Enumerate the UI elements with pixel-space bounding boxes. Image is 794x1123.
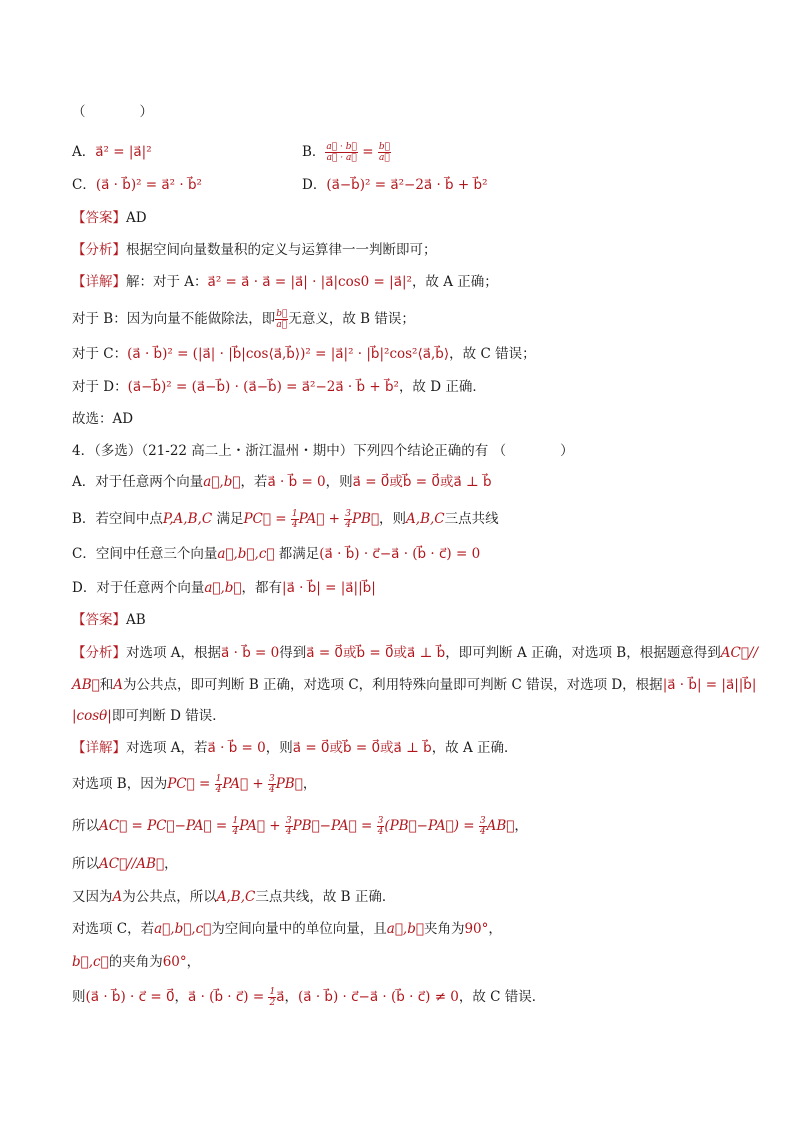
q3-detail-3: 对于 C：(a⃗ · b⃗)² = (|a⃗| · |b⃗|cos⟨a⃗,b⃗⟩)² = |a⃗|² · |b⃗|²cos²⟨a⃗,b⃗⟩，故 C 错误；: [72, 346, 536, 362]
q3-option-a[interactable]: A．a⃗² = |a⃗|²: [72, 144, 152, 160]
q3-analysis: 【分析】根据空间向量数量积的定义与运算律一一判断即可；: [72, 242, 437, 258]
q4-detail-6: 对选项 C，若a⃗,b⃗,c⃗为空间向量中的单位向量，且a⃗,b⃗夹角为90°，: [72, 921, 502, 937]
q4-detail-7: b⃗,c⃗的夹角为60°，: [72, 954, 201, 970]
q4-detail-4: 所以AC⃗//AB⃗，: [72, 856, 178, 872]
q4-option-d[interactable]: D．对于任意两个向量a⃗,b⃗，都有|a⃗ · b⃗| = |a⃗||b⃗|: [72, 580, 376, 596]
q4-detail-2: 对选项 B，因为PC⃗ = $\frac{1}{4}$ PA⃗ + $\frac{3}{4}$ PB⃗，: [72, 774, 317, 795]
q3-detail-2: 对于 B：因为向量不能做除法，即 $\frac{b⃗}{a⃗}$ 无意义，故 B 错误；: [72, 309, 415, 330]
q4-answer: 【答案】AB: [72, 612, 146, 628]
q3-detail-4: 对于 D：(a⃗−b⃗)² = (a⃗−b⃗) · (a⃗−b⃗) = a⃗²−2a⃗ · b⃗ + b⃗²，故 D 正确．: [72, 379, 486, 395]
q4-detail-5: 又因为A为公共点，所以A,B,C三点共线，故 B 正确．: [72, 889, 396, 905]
q4-detail-8: 则(a⃗ · b⃗) · c⃗ = 0⃗，a⃗ · (b⃗ · c⃗) = $\frac{1}{2}$ a⃗，(a⃗ · b⃗) · c⃗−a⃗ · (b⃗ · c⃗) ≠ 0，故 C 错误．: [72, 987, 546, 1008]
q4-stem: 4．（多选）（21-22 高二上・浙江温州・期中）下列四个结论正确的有 （ ）: [72, 443, 574, 459]
q3-option-b[interactable]: B． $\frac{a⃗ \cdot b⃗}{a⃗ \cdot a⃗}$ = $\frac{b⃗}{a⃗}$: [302, 142, 391, 163]
q4-analysis-1: 【分析】对选项 A，根据a⃗ · b⃗ = 0得到a⃗ = 0⃗或b⃗ = 0⃗或a⃗ ⊥ b⃗，即可判断 A 正确，对选项 B，根据题意得到AC⃗//: [72, 645, 759, 661]
q3-detail-1: 【详解】解：对于 A：a⃗² = a⃗ · a⃗ = |a⃗| · |a⃗|cos0 = |a⃗|²，故 A 正确；: [72, 274, 498, 290]
q3-options-row2: [72, 175, 734, 195]
q4-detail-3: 所以AC⃗ = PC⃗−PA⃗ = $\frac{1}{4}$ PA⃗ + $\frac{3}{4}$ PB⃗−PA⃗ = $\frac{3}{4}$ (PB⃗−PA⃗) = $\frac{3}{4}$ AB⃗，: [72, 816, 528, 837]
q3-option-c[interactable]: C．(a⃗ · b⃗)² = a⃗² · b⃗²: [72, 177, 202, 193]
q4-option-b[interactable]: B．若空间中点P,A,B,C 满足PC⃗ = $\frac{1}{4}$ PA⃗ + $\frac{3}{4}$ PB⃗，则A,B,C三点共线: [72, 509, 499, 530]
q3-option-d[interactable]: D．(a⃗−b⃗)² = a⃗²−2a⃗ · b⃗ + b⃗²: [302, 177, 488, 193]
q4-detail-1: 【详解】对选项 A，若a⃗ · b⃗ = 0，则a⃗ = 0⃗或b⃗ = 0⃗或a⃗ ⊥ b⃗，故 A 正确．: [72, 740, 518, 756]
q3-paren: （ ）: [72, 104, 153, 120]
q4-option-a[interactable]: A．对于任意两个向量a⃗,b⃗，若a⃗ · b⃗ = 0，则a⃗ = 0⃗或b⃗ = 0⃗或a⃗ ⊥ b⃗: [72, 474, 492, 490]
q3-options-row1: [72, 142, 734, 162]
q4-analysis-2: AB⃗和A为公共点，即可判断 B 正确，对选项 C，利用特殊向量即可判断 C 错误，对选项 D，根据|a⃗ · b⃗| = |a⃗||b⃗|: [72, 677, 757, 693]
q4-analysis-3: |cosθ|即可判断 D 错误．: [72, 708, 226, 724]
q4-option-c[interactable]: C．空间中任意三个向量a⃗,b⃗,c⃗ 都满足(a⃗ · b⃗) · c⃗−a⃗ · (b⃗ · c⃗) = 0: [72, 546, 481, 562]
q3-conclusion: 故选：AD: [72, 411, 134, 427]
q3-answer: 【答案】AD: [72, 210, 147, 226]
